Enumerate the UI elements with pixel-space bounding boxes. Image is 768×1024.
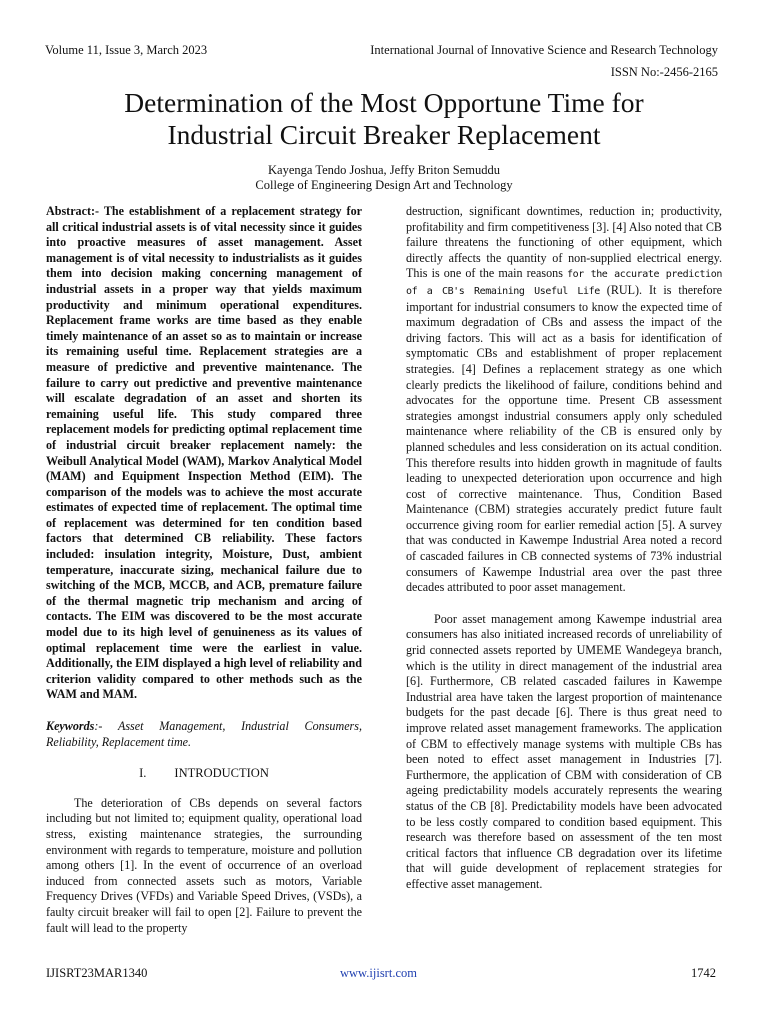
left-column (46, 204, 362, 936)
intro-paragraph-2: Poor asset management among Kawempe industrial area consumers has also initiated increased records of unreliability of grid connected assets reported by UMEME Wandegeya branch, which is the utility in direct management of the industrial area [6]. Furthermore, CB related cascaded failures in Kawempe Industrial area have taken the largest proportion of maintenance budgets for the past decade [6]. There is thus great need to improve related asset management frameworks. The application of CBM to effectively manage systems with multiple CBs has been noted to effect asset management in Industries [7]. Furthermore, the application of CBM with consideration of CB ageing predictability models accurately represents the wearing status of the CB [8]. Predictability models have been advocated to be less costly compared to condition based equipment. This research was therefore based on assessment of the ten most critical factors that influence CB degradation over its lifetime that will guide development of replacement strategies for effective asset management. (406, 611, 722, 891)
intro-paragraph-1: The deterioration of CBs depends on several factors including but not limited to; equipment quality, operational load stress, existing maintenance strategies, the surrounding environment with regards to temperature, moisture and pollution among others [1]. In the event of occurrence of an overload induced from connected assets such as motors, Variable Frequency Drives (VFDs) and Variable Speed Drives, (VSDs), a faulty circuit breaker will fail to open [2]. Failure to prevent the fault will lead to the property (46, 795, 362, 935)
right-column (406, 204, 722, 893)
authors: Kayenga Tendo Joshua, Jeffy Briton Semuddu (268, 163, 500, 177)
paragraph-text-mono: for the accurate prediction of a CB's Remaining Useful Life (406, 269, 722, 297)
abstract: Abstract:- The establishment of a replacement strategy for all critical industrial assets is of vital necessity since it guides into proactive measures of asset management. Asset management is of vital necessity to industrialists as it guides them into decision making concerning management of industrial assets in a proper way that yields maximum productivity and minimum operational expenditures. Replacement frame works are time based as they enable timely maintenance of an asset so as to maintain or increase its remaining useful time. Replacement strategies are a measure of predictive and preventive maintenance. The failure to carry out predictive and preventive maintenance will escalate degradation of an asset and shorten its remaining useful life. This study compared three replacement models for predicting optimal replacement time of industrial circuit breaker replacement namely: the Weibull Analytical Model (WAM), Markov Analytical Model (MAM) and Equipment Inspection Method (EIM). The comparison of the models was to achieve the most accurate estimates of expected time of replacement. The optimal time of replacement was determined for ten condition based factors that determined CB reliability. These factors included: insulation integrity, Moisture, Dust, ambient temperature, inaccurate sizing, mechanical failure due to switching of the MCB, MCCB, and ACB, premature failure of the thermal magnetic trip mechanism and arcing of contacts. The EIM was discovered to be the most accurate model due to its high level of genuineness as its values of optimal replacement time were the earliest in value. Additionally, the EIM displayed a high level of reliability and criterion validity compared to other methods such as the WAM and MAM. (46, 204, 362, 702)
section-heading (46, 766, 362, 782)
footer-page-number: 1742 (691, 966, 716, 980)
section-title: INTRODUCTION (174, 766, 269, 781)
paper-title-line-2: Industrial Circuit Breaker Replacement (167, 119, 601, 150)
intro-paragraph-1-continued (406, 204, 722, 596)
paper-title-line-1: Determination of the Most Opportune Time for (124, 87, 644, 118)
keywords (46, 719, 362, 750)
header-issn: ISSN No:-2456-2165 (610, 65, 718, 79)
author-block (40, 163, 728, 193)
header-journal: International Journal of Innovative Science and Research Technology (370, 43, 718, 57)
section-number: I. (139, 766, 147, 781)
keywords-label: Keywords (46, 719, 95, 733)
keywords-text: :- Asset Management, Industrial Consumers, Reliability, Replacement time. (46, 719, 362, 749)
paper-title (40, 87, 728, 151)
footer-website-link[interactable]: www.ijisrt.com (340, 966, 417, 980)
paragraph-text-a: destruction, significant downtimes, reduction in; productivity, profitability and firm competitiveness [3]. [4] Also noted that CB failure threatens the functioning of other equipment, which directly affects the quantity of non-supplied electrical energy. This is one of the main reasons (406, 204, 722, 281)
affiliation: College of Engineering Design Art and Technology (255, 178, 513, 192)
paragraph-text-b: (RUL). It is therefore important for industrial consumers to know the expected time of maximum degradation of CBs and assess the impact of the driving factors. This will act as a basis for identification of symptomatic CBs and establishment of proper replacement strategies. [4] Defines a replacement strategy as one which clearly predicts the likelihood of failure, conditions behind and advocates for the opportune time. Present CB assessment strategies amongst industrial consumers apply only scheduled maintenance where reliability of the CB is ensured only by planned schedules and less consideration on its actual condition. This therefore results into hidden growth in magnitude of faults leading to unexpected deterioration upon occurrence and high cost of corrective maintenance. Thus, Condition Based Maintenance (CBM) strategies accurately predict future fault occurrence giving room for earlier remedial action [5]. A survey that was conducted in Kawempe Industrial Area noted a record of cascaded failures in CB connected systems of 73% industrial consumers of Kawempe Industrial area over the past three decades attributed to poor asset management. (406, 282, 722, 595)
footer-paper-id: IJISRT23MAR1340 (46, 966, 148, 980)
header-volume: Volume 11, Issue 3, March 2023 (45, 43, 208, 57)
